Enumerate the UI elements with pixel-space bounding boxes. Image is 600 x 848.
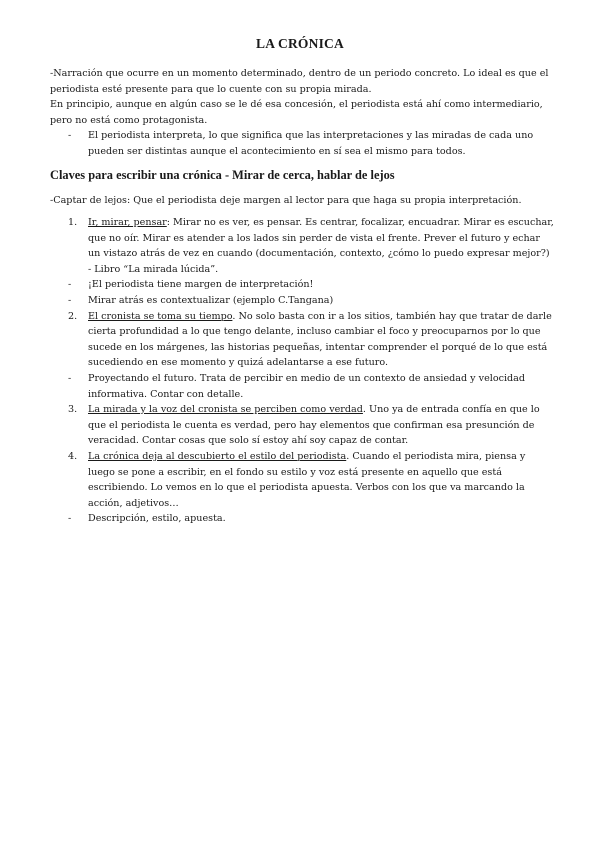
intro-block bbox=[50, 66, 555, 160]
key-points-list bbox=[50, 215, 555, 527]
intro-dash-list bbox=[50, 128, 555, 159]
dash-text: Descripción, estilo, apuesta. bbox=[88, 513, 226, 525]
numbered-item-1 bbox=[50, 215, 555, 277]
lead-paragraph: -Captar de lejos: Que el periodista deje margen al lector para que haga su propia interpretación. bbox=[50, 195, 522, 206]
dash-item-2 bbox=[50, 293, 555, 309]
item-heading: El cronista se toma su tiempo bbox=[88, 310, 233, 322]
dash-item-1 bbox=[50, 277, 555, 293]
item-text: : Mirar no es ver, es pensar. Es centrar, focalizar, encuadrar. Mirar es escuchar, que no oír. Mirar es atender a los lados sin perder de vista el frente. Prever el futuro y echar un vistazo atrás de vez en cuando (documentación, contexto, ¿cómo lo puedo expresar mejor?) - Libro “La mirada lúcida”. bbox=[88, 217, 554, 275]
section-heading: Claves para escribir una crónica - Mirar de cerca, hablar de lejos bbox=[50, 168, 395, 182]
intro-paragraph-2: En principio, aunque en algún caso se le dé esa concesión, el periodista está ahí como intermediario, pero no está como protagonista. bbox=[50, 99, 543, 126]
item-text: . Uno ya de entrada confía en que lo que el periodista le cuenta es verdad, pero hay elementos que confirman esa presunción de veracidad. Contar cosas que solo sí estoy ahí soy capaz de contar. bbox=[88, 404, 540, 447]
dash-text: Proyectando el futuro. Trata de percibir en medio de un contexto de ansiedad y velocidad informativa. Contar con detalle. bbox=[88, 372, 526, 400]
document-title: LA CRÓNICA bbox=[256, 36, 344, 51]
item-number: 1. bbox=[68, 217, 78, 228]
dash-marker: - bbox=[68, 279, 72, 291]
item-text: . Cuando el periodista mira, piensa y luego se pone a escribir, en el fondo su estilo y voz está presente en aquello que está escribiendo. Lo vemos en lo que el periodista apuesta. Verbos con los que va marcando la acción, adjetivos… bbox=[88, 450, 526, 509]
item-heading: La crónica deja al descubierto el estilo del periodista bbox=[88, 450, 347, 462]
numbered-item-2 bbox=[50, 309, 555, 371]
item-number: 4. bbox=[68, 450, 78, 462]
dash-text: Mirar atrás es contextualizar (ejemplo C.Tangana) bbox=[88, 294, 334, 306]
dash-marker: - bbox=[68, 372, 72, 384]
numbered-item-4 bbox=[50, 449, 555, 511]
numbered-item-3 bbox=[50, 402, 555, 449]
item-heading: La mirada y la voz del cronista se perciben como verdad bbox=[88, 404, 363, 416]
item-text: . No solo basta con ir a los sitios, también hay que tratar de darle cierta profundidad a lo que tengo delante, incluso cambiar el foco y preocuparnos por lo que sucede en los márgenes, las historias pequeñas, intentar comprender el porqué de lo que está sucediendo en ese momento y quizá adelantarse a ese futuro. bbox=[88, 310, 552, 369]
item-number: 2. bbox=[68, 310, 78, 322]
item-number: 3. bbox=[68, 404, 78, 416]
intro-paragraph-1: -Narración que ocurre en un momento determinado, dentro de un periodo concreto. Lo ideal es que el periodista esté presente para que lo cuente con su propia mirada. bbox=[50, 68, 549, 95]
dash-text: ¡El periodista tiene margen de interpretación! bbox=[88, 279, 314, 291]
item-heading: Ir, mirar, pensar bbox=[88, 217, 167, 228]
dash-marker: - bbox=[68, 513, 72, 525]
dash-item-3 bbox=[50, 371, 555, 402]
dash-marker: - bbox=[68, 294, 72, 306]
intro-dash-item: - El periodista interpreta, lo que significa que las interpretaciones y las miradas de cada uno pueden ser distintas aunque el acontecimiento en sí sea el mismo para todos. bbox=[50, 128, 555, 159]
dash-item-4 bbox=[50, 511, 555, 527]
